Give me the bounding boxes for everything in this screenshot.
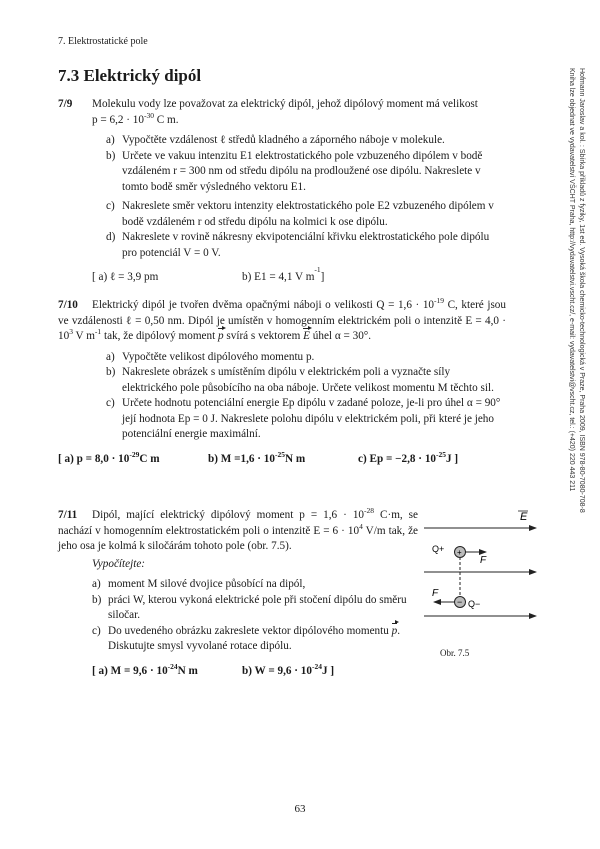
calculate-intro: Vypočítejte: bbox=[92, 557, 146, 570]
subtask-text: práci W, kterou vykoná elektrické pole při stočení dipólu do směru siločar. bbox=[108, 593, 407, 621]
label-Qminus: Q− bbox=[468, 599, 481, 609]
result-c bbox=[358, 449, 459, 468]
problem-text-1: Elektrický dipól je tvořen dvěma opačnými náboji o velikosti Q = 1,6 · 10 bbox=[92, 299, 435, 311]
subtask-text: Nakreslete v rovině nákresny ekvipotenciální křivku elektrostatického pole dipólu pro potenciál V = 0 V. bbox=[122, 231, 490, 259]
subtask-text: moment M silové dvojice působící na dipól, bbox=[108, 578, 306, 590]
problem-text-6: úhel α = 30°. bbox=[312, 330, 372, 342]
result-a: [ a) ℓ = 3,9 pm bbox=[92, 271, 159, 283]
vector-p: p bbox=[218, 329, 224, 345]
vector-p: p bbox=[392, 624, 398, 640]
problem-7-10 bbox=[58, 298, 506, 467]
subtask-text: Určete hodnotu potenciální energie Ep dipólu v zadané poloze, je-li pro úhel α = 90° její hodnota Ep = 0 J. Nakreslete polohu dipólu v elektrickém poli, při které je jeho potenciální energie maximální. bbox=[122, 397, 501, 440]
side-note-line-2: Kniha lze objednat ve vydavatelství VŠCHT Praha, http://vydavatelstvi.vscht.cz/, e-mail: vydavatelstvi@vscht.cz, tel.: (+420) 220 443 211 bbox=[568, 68, 575, 492]
problem-text-2: C·m, se nachází v homogenním elektrostatickém poli o intenzitě E = 6 · 10 bbox=[58, 509, 418, 537]
subtask-a: a) Vypočtěte velikost dipólového momentu p. bbox=[106, 350, 506, 366]
label-Qplus: Q+ bbox=[432, 544, 445, 554]
result-line bbox=[58, 449, 506, 468]
running-header: 7. Elektrostatické pole bbox=[58, 36, 148, 47]
subtask-c: c) Určete hodnotu potenciální energie Ep dipólu v zadané poloze, je-li pro úhel α = 90° její hodnota Ep = 0 J. Nakreslete polohu dipólu v elektrickém poli, při které je jeho potenciální energie maximální. bbox=[106, 396, 506, 443]
problem-text-1: Dipól, mající elektrický dipólový moment p = 1,6 · 10 bbox=[92, 509, 365, 521]
result-b-exponent: -24 bbox=[312, 661, 322, 671]
result-b: b) E1 = 4,1 V m bbox=[242, 271, 315, 283]
subtask-text: Vypočtěte vzdálenost ℓ středů kladného a záporného náboje v molekule. bbox=[122, 134, 445, 146]
subtask-text-2: . Diskutujte smysl vyvolané rotace dipólu. bbox=[108, 624, 401, 652]
subtask-c: c) Do uvedeného obrázku zakreslete vektor dipólového momentu p. Diskutujte smysl vyvolané rotace dipólu. bbox=[92, 624, 418, 655]
subtask-text-1: Do uvedeného obrázku zakreslete vektor dipólového momentu bbox=[108, 624, 389, 637]
field-label-E: E bbox=[520, 511, 528, 523]
exponent-2: 3 bbox=[69, 327, 73, 336]
exponent-1: -19 bbox=[434, 296, 445, 305]
page-number: 63 bbox=[294, 803, 306, 815]
moment-exponent: -30 bbox=[144, 110, 154, 120]
subtask-a: a) Vypočtěte vzdálenost ℓ středů kladného a záporného náboje v molekule. bbox=[106, 133, 506, 149]
moment-unit: C m. bbox=[154, 113, 179, 126]
subtask-text: Určete ve vakuu intenzitu E1 elektrostatického pole vzbuzeného dipólem v bodě vzdáleném r = 300 nm od středu dipólu na prodloužené ose dipólu. Nakreslete v tomto bodě směr výsledného vektoru E1. bbox=[122, 149, 483, 193]
result-b-exponent: -1 bbox=[314, 265, 321, 274]
result-line bbox=[92, 661, 418, 680]
subtask-b: b) Určete ve vakuu intenzitu E1 elektrostatického pole vzbuzeného dipólem v bodě vzdáleném r = 300 nm od středu dipólu na prodloužené ose dipólu. Nakreslete v tomto bodě směr výsledného vektoru E1. bbox=[106, 149, 506, 196]
minus-sign: − bbox=[457, 597, 463, 607]
result-a-value: [ a) M = 9,6 · 10 bbox=[92, 664, 168, 677]
result-a-unit: N m bbox=[177, 664, 198, 677]
subtask-text: Vypočtěte velikost dipólového momentu p. bbox=[122, 350, 315, 363]
exponent-2: 4 bbox=[359, 521, 363, 531]
result-c-unit: J ] bbox=[446, 452, 459, 465]
subtask-a: a) moment M silové dvojice působící na dipól, bbox=[92, 577, 418, 593]
subtask-b: b) práci W, kterou vykoná elektrické pole při stočení dipólu do směru siločar. bbox=[92, 593, 418, 624]
subtask-text: Nakreslete směr vektoru intenzity elektrostatického pole E2 vzbuzeného dipólem v bodě vzdáleném r od středu dipólu na kolmici k ose dipólu. bbox=[122, 200, 494, 228]
label-F-right: F bbox=[480, 555, 487, 566]
result-b-unit: N m bbox=[284, 452, 306, 465]
result-a-exponent: -24 bbox=[167, 661, 178, 671]
result-end: ] bbox=[320, 271, 325, 283]
result-b-exponent: -25 bbox=[274, 449, 285, 459]
result-b-value: b) W = 9,6 · 10 bbox=[242, 664, 312, 677]
side-note bbox=[556, 68, 586, 568]
label-F-left: F bbox=[432, 588, 439, 599]
problem-7-9 bbox=[58, 97, 506, 286]
subtask-c: c) Nakreslete směr vektoru intenzity elektrostatického pole E2 vzbuzeného dipólem v bodě vzdáleném r od středu dipólu na kolmici k ose dipólu. bbox=[106, 199, 506, 230]
problem-text-5: svírá s vektorem bbox=[226, 330, 301, 342]
result-b bbox=[242, 661, 335, 680]
problem-text-2: C, které jsou ve vzdálenosti ℓ = 0,50 nm. Dipól je umístěn v homogenním elektrickém poli o intenzitě E = 4,0 · 10 bbox=[58, 299, 506, 342]
plus-sign: + bbox=[457, 548, 462, 557]
subtask-b: b) Nakreslete obrázek s umístěním dipólu v elektrickém poli a vyznačte síly elektrického pole působícího na oba náboje. Určete velikost momentu M těchto sil. bbox=[106, 365, 506, 396]
result-b-unit: J ] bbox=[322, 664, 335, 677]
result-line bbox=[92, 265, 506, 286]
problem-number: 7/10 bbox=[58, 299, 78, 311]
figure-caption: Obr. 7.5 bbox=[440, 648, 470, 658]
result-b bbox=[208, 449, 358, 468]
problem-7-11 bbox=[58, 508, 418, 679]
problem-text: Molekulu vody lze považovat za elektrický dipól, jehož dipólový moment má velikost bbox=[92, 98, 478, 110]
subtask-text: Nakreslete obrázek s umístěním dipólu v elektrickém poli a vyznačte síly elektrického pole působícího na oba náboje. Určete velikost momentu M těchto sil. bbox=[122, 366, 494, 394]
result-c-exponent: -25 bbox=[436, 449, 447, 459]
result-a-unit: C m bbox=[139, 452, 160, 465]
exponent-1: -28 bbox=[364, 506, 375, 515]
result-a-exponent: -29 bbox=[129, 449, 140, 459]
figure-dipole bbox=[424, 508, 544, 658]
side-note-line-1: Hofmann Jaroslav a kol. : Sbírka příkladů z fyziky, 1st ed. Vysoká škola chemicko-technologická v Praze, Praha 2009, ISBN 978-80-7080-708-8 bbox=[578, 68, 585, 513]
problem-text-3: V m bbox=[72, 330, 95, 342]
moment-value: p = 6,2 · 10 bbox=[92, 113, 144, 126]
exponent-3: -1 bbox=[94, 327, 102, 336]
problem-text-4: tak, že dipólový moment bbox=[101, 330, 216, 342]
problem-number: 7/9 bbox=[58, 98, 73, 110]
problem-number: 7/11 bbox=[58, 509, 78, 521]
subtask-d: d) Nakreslete v rovině nákresny ekvipotenciální křivku elektrostatického pole dipólu pro potenciál V = 0 V. bbox=[106, 230, 506, 261]
result-a-value: [ a) p = 8,0 · 10 bbox=[58, 452, 130, 465]
result-b-value: b) M =1,6 · 10 bbox=[208, 452, 275, 465]
problem-text-3: V/m tak, že jeho osa je kolmá k siločárám tohoto pole (obr. 7.5). bbox=[58, 524, 418, 552]
section-title: 7.3 Elektrický dipól bbox=[58, 66, 202, 85]
subtask-text bbox=[108, 624, 418, 655]
vector-E: E bbox=[303, 329, 310, 345]
result-a bbox=[58, 449, 208, 468]
result-a bbox=[92, 661, 242, 680]
result-c-value: c) Ep = −2,8 · 10 bbox=[358, 452, 437, 465]
